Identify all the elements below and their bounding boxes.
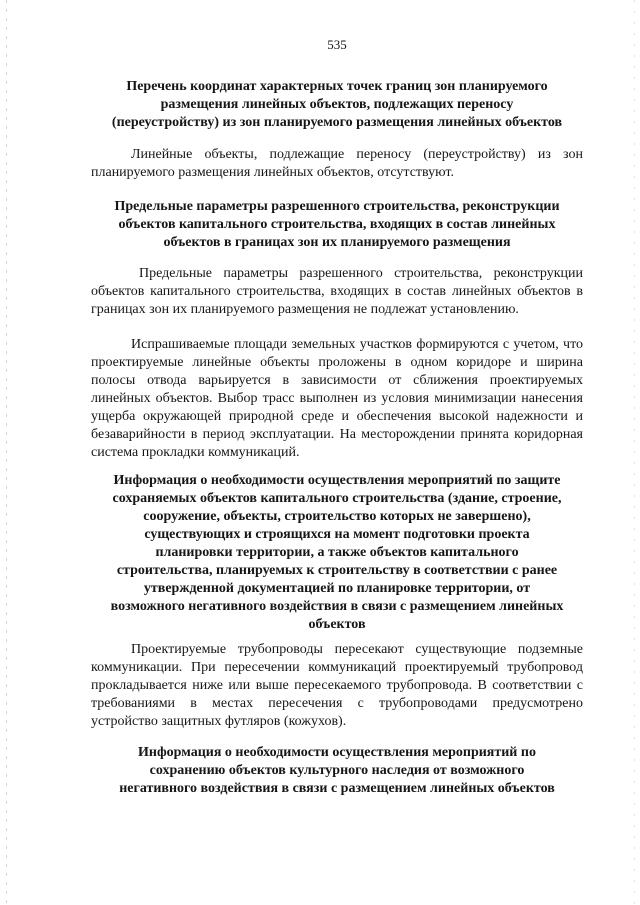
paragraph-parameters-not-set: Предельные параметры разрешенного строительства, реконструкции объектов капитального строительства, входящих в состав линейных объектов в границах зон их планируемого размещения не подлежат установлению.: [91, 266, 583, 317]
heading-coordinates: Перечень координат характерных точек границ зон планируемого размещения линейных объектов, подлежащих переносу (переустройству) из зон планируемого размещения линейных объектов: [111, 79, 563, 130]
page-number: 535: [327, 37, 347, 52]
scan-edge-right: [634, 0, 635, 905]
scan-edge-left: [6, 0, 7, 905]
heading-cultural-heritage: Информация о необходимости осуществления мероприятий по сохранению объектов культурного наследия от возможного негативного воздействия в связи с размещением линейных объектов: [119, 745, 555, 796]
paragraph-pipeline-crossings: Проектируемые трубопроводы пересекают существующие подземные коммуникации. При пересечении коммуникаций проектируемый трубопровод прокладывается ниже или выше пересекаемого трубопровода. В соответствии с требованиями в местах пересечения с трубопроводами предусмотрено устройство защитных футляров (кожухов).: [91, 642, 583, 729]
heading-protection-measures: Информация о необходимости осуществления мероприятий по защите сохраняемых объектов капитального строительства (здание, строение, сооружение, объекты, строительство которых не завершено), существующих и строящихся на момент подготовки проекта планировки территории, а также объектов капитального строительства, планируемых к строительству в соответствии с ранее утвержденной документацией по планировке территории, от возможного негативного воздействия в связи с размещением линейных объектов: [110, 473, 564, 632]
paragraph-no-relocation: Линейные объекты, подлежащие переносу (переустройству) из зон планируемого размещения линейных объектов, отсутствуют.: [91, 147, 583, 180]
heading-construction-parameters: Предельные параметры разрешенного строительства, реконструкции объектов капитального строительства, входящих в состав линейных объектов в границах зон их планируемого размещения: [114, 199, 560, 250]
paragraph-land-plots: Испрашиваемые площади земельных участков формируются с учетом, что проектируемые линейные объекты проложены в одном коридоре и ширина полосы отвода варьируется в зависимости от сближения проектируемых линейных объектов. Выбор трасс выполнен из условия минимизации нанесения ущерба окружающей природной среде и обеспечения высокой надежности и безаварийности в период эксплуатации. На месторождении принята коридорная система прокладки коммуникаций.: [91, 337, 583, 460]
